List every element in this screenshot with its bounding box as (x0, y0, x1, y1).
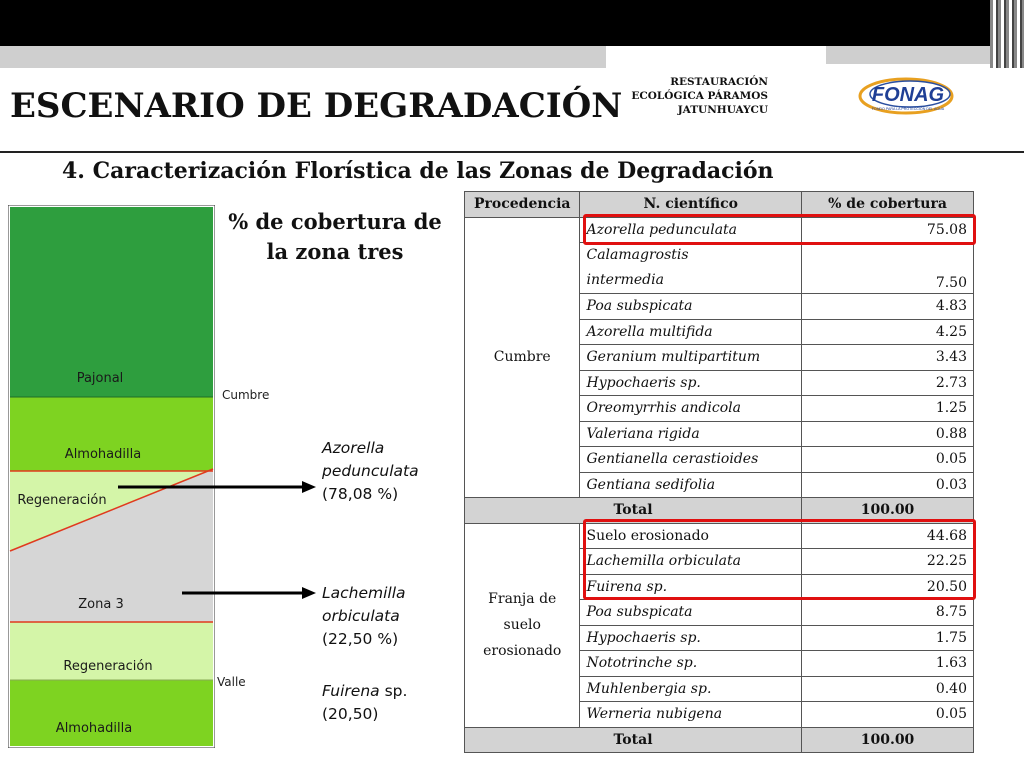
species-cell: Poa subspicata (580, 294, 802, 320)
total-label: Total (465, 498, 802, 524)
header-procedencia: Procedencia (465, 192, 580, 218)
coverage-table (464, 191, 974, 753)
species-cell: Azorella pedunculata (580, 217, 802, 243)
species-cell: Lachemilla orbiculata (580, 549, 802, 575)
zone-label-regeneracion: Regeneración (17, 493, 107, 508)
table-row (465, 217, 974, 243)
total-row (465, 498, 974, 524)
side-label-valle: Valle (217, 675, 246, 689)
project-line: JATUNHUAYCU (677, 104, 768, 116)
species-cell: Hypochaeris sp. (580, 370, 802, 396)
value-cell: 8.75 (802, 600, 974, 626)
procedencia-cell: Cumbre (465, 217, 580, 498)
logo-tagline: FONDO PARA LA PROTECCIÓN DEL AGUA (871, 107, 945, 111)
header-cobertura: % de cobertura (802, 192, 974, 218)
value-cell: 0.05 (802, 447, 974, 473)
procedencia-line: suelo (503, 617, 541, 633)
logo-text: FONAG (871, 84, 945, 106)
value-cell: 20.50 (802, 574, 974, 600)
table-header-row (465, 192, 974, 218)
annotation-value: (78,08 %) (322, 485, 399, 503)
total-label: Total (465, 727, 802, 753)
annotation-lachemilla (322, 582, 406, 651)
zone-diagram (8, 205, 215, 748)
coverage-title-line: % de cobertura de (228, 209, 442, 234)
species-cell: Geranium multipartitum (580, 345, 802, 371)
value-cell: 2.73 (802, 370, 974, 396)
species-cell: Oreomyrrhis andicola (580, 396, 802, 422)
annotation-value: (22,50 %) (322, 630, 399, 648)
decorative-stripe (990, 0, 1024, 68)
zone-pajonal (10, 207, 213, 397)
annotation-name: Azorella (322, 439, 385, 457)
value-cell: 1.75 (802, 625, 974, 651)
total-value: 100.00 (802, 498, 974, 524)
value-cell: 44.68 (802, 523, 974, 549)
header-nombre-cientifico: N. científico (580, 192, 802, 218)
side-label-cumbre: Cumbre (222, 388, 270, 402)
fonag-logo (858, 74, 958, 118)
species-cell: Gentianella cerastioides (580, 447, 802, 473)
annotation-suffix: sp. (379, 682, 408, 700)
value-cell: 4.25 (802, 319, 974, 345)
species-cell: Werneria nubigena (580, 702, 802, 728)
arrow-lachemilla (182, 585, 318, 601)
coverage-title (224, 207, 446, 267)
species-cell: Valeriana rigida (580, 421, 802, 447)
species-cell: Suelo erosionado (580, 523, 802, 549)
value-cell: 4.83 (802, 294, 974, 320)
annotation-name: pedunculata (322, 462, 419, 480)
species-line: Calamagrostis (586, 247, 689, 263)
annotation-fuirena (322, 680, 407, 726)
value-cell: 3.43 (802, 345, 974, 371)
zone-almohadilla-bottom (10, 680, 213, 746)
total-row (465, 727, 974, 753)
project-line: RESTAURACIÓN (670, 76, 768, 88)
species-cell: Fuirena sp. (580, 574, 802, 600)
arrow-azorella (118, 479, 318, 495)
value-cell: 22.25 (802, 549, 974, 575)
project-line: ECOLÓGICA PÁRAMOS (631, 90, 768, 102)
zone-label-pajonal: Pajonal (76, 371, 124, 386)
species-cell: Nototrinche sp. (580, 651, 802, 677)
value-cell: 0.40 (802, 676, 974, 702)
value-cell: 0.03 (802, 472, 974, 498)
procedencia-line: erosionado (483, 643, 562, 659)
species-cell: Muhlenbergia sp. (580, 676, 802, 702)
annotation-value: (20,50) (322, 705, 379, 723)
zone-label-zona3: Zona 3 (78, 597, 124, 612)
top-bar (0, 0, 1024, 46)
zone-label-almohadilla: Almohadilla (55, 721, 133, 736)
coverage-title-line: la zona tres (266, 239, 404, 264)
value-cell: 1.25 (802, 396, 974, 422)
value-cell: 7.50 (802, 243, 974, 294)
procedencia-cell (465, 523, 580, 727)
annotation-name: orbiculata (322, 607, 400, 625)
species-line: intermedia (586, 272, 664, 288)
value-cell: 75.08 (802, 217, 974, 243)
species-cell: Azorella multifida (580, 319, 802, 345)
project-name (602, 75, 768, 117)
section-subtitle: 4. Caracterización Florística de las Zonas de Degradación (62, 158, 774, 184)
zone-label-almohadilla: Almohadilla (64, 447, 142, 462)
procedencia-line: Franja de (488, 591, 557, 607)
total-value: 100.00 (802, 727, 974, 753)
species-cell: Hypochaeris sp. (580, 625, 802, 651)
value-cell: 0.88 (802, 421, 974, 447)
header-divider (0, 151, 1024, 153)
annotation-azorella (322, 437, 419, 506)
species-cell: Poa subspicata (580, 600, 802, 626)
annotation-name: Lachemilla (322, 584, 406, 602)
page-title: ESCENARIO DE DEGRADACIÓN (10, 86, 623, 126)
species-cell (580, 243, 802, 294)
header-band-left (0, 46, 606, 68)
species-cell: Gentiana sedifolia (580, 472, 802, 498)
table-row (465, 523, 974, 549)
value-cell: 1.63 (802, 651, 974, 677)
value-cell: 0.05 (802, 702, 974, 728)
zone-label-regeneracion: Regeneración (63, 659, 153, 674)
header-band-right (826, 46, 990, 64)
annotation-name: Fuirena (322, 682, 380, 700)
